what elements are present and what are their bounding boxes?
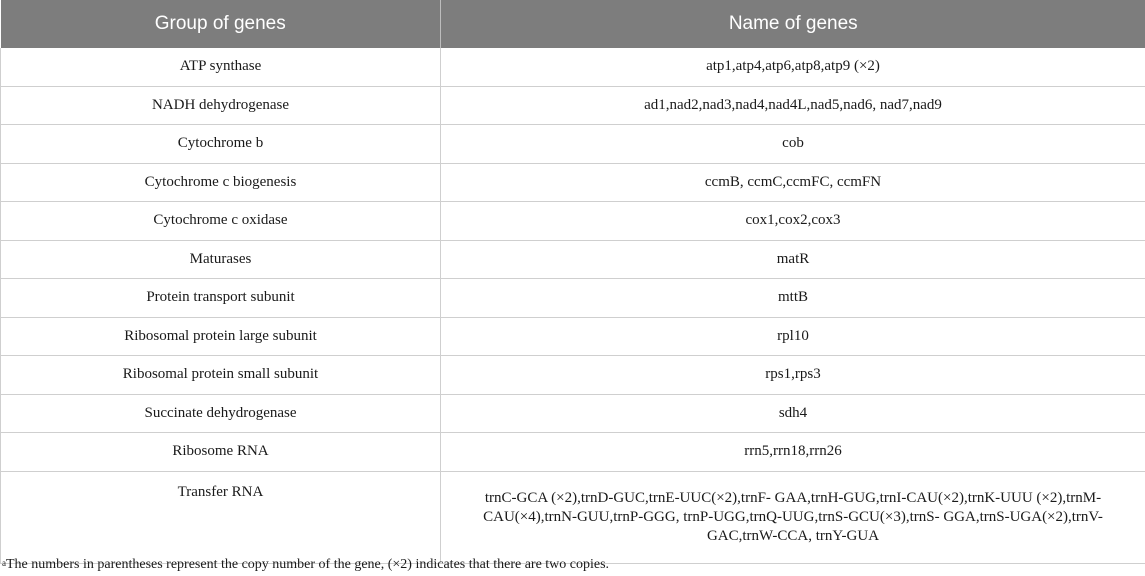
- table-body: [1, 48, 1145, 563]
- genes-cell: mttB: [441, 279, 1145, 318]
- group-cell: Succinate dehydrogenase: [1, 394, 441, 433]
- genes-cell: rpl10: [441, 317, 1145, 356]
- table-row: [1, 394, 1145, 433]
- genes-cell: atp1,atp4,atp6,atp8,atp9 (×2): [441, 48, 1145, 86]
- genes-cell: cob: [441, 125, 1145, 164]
- group-cell: Cytochrome c biogenesis: [1, 163, 441, 202]
- genes-cell: trnC-GCA (×2),trnD-GUC,trnE-UUC(×2),trnF- GAA,trnH-GUG,trnI-CAU(×2),trnK-UUU (×2),trnM-CAU(×4),trnN-GUU,trnP-GGG, trnP-UGG,trnQ-UUG,trnS-GCU(×3),trnS- GGA,trnS-UGA(×2),trnV-GAC,trnW-CCA, trnY-GUA: [441, 471, 1145, 563]
- genes-cell: ad1,nad2,nad3,nad4,nad4L,nad5,nad6, nad7,nad9: [441, 86, 1145, 125]
- group-cell: ATP synthase: [1, 48, 441, 86]
- genes-cell: rrn5,rrn18,rrn26: [441, 433, 1145, 472]
- table-row: [1, 86, 1145, 125]
- table-footnote: [2, 557, 609, 573]
- genes-cell: cox1,cox2,cox3: [441, 202, 1145, 241]
- genes-cell: sdh4: [441, 394, 1145, 433]
- table-row: [1, 202, 1145, 241]
- group-cell: Protein transport subunit: [1, 279, 441, 318]
- group-cell: Cytochrome c oxidase: [1, 202, 441, 241]
- table-row: [1, 433, 1145, 472]
- table-row: [1, 240, 1145, 279]
- group-cell: Transfer RNA: [1, 471, 441, 563]
- header-name-of-genes: Name of genes: [441, 0, 1145, 48]
- group-cell: Ribosome RNA: [1, 433, 441, 472]
- header-group-of-genes: Group of genes: [1, 0, 441, 48]
- table-row: [1, 48, 1145, 86]
- header-row: [1, 0, 1145, 48]
- table-row: [1, 163, 1145, 202]
- table-row: [1, 279, 1145, 318]
- table-row: [1, 317, 1145, 356]
- genes-cell: matR: [441, 240, 1145, 279]
- table-header: [1, 0, 1145, 48]
- footnote-text: The numbers in parentheses represent the copy number of the gene, (×2) indicates that there are two copies.: [6, 557, 610, 572]
- genes-cell: ccmB, ccmC,ccmFC, ccmFN: [441, 163, 1145, 202]
- group-cell: Ribosomal protein large subunit: [1, 317, 441, 356]
- footnote-marker: a: [2, 558, 6, 568]
- table-row: [1, 125, 1145, 164]
- table-row: [1, 356, 1145, 395]
- group-cell: Ribosomal protein small subunit: [1, 356, 441, 395]
- group-cell: Cytochrome b: [1, 125, 441, 164]
- group-cell: NADH dehydrogenase: [1, 86, 441, 125]
- group-cell: Maturases: [1, 240, 441, 279]
- table-row: [1, 471, 1145, 563]
- genes-cell: rps1,rps3: [441, 356, 1145, 395]
